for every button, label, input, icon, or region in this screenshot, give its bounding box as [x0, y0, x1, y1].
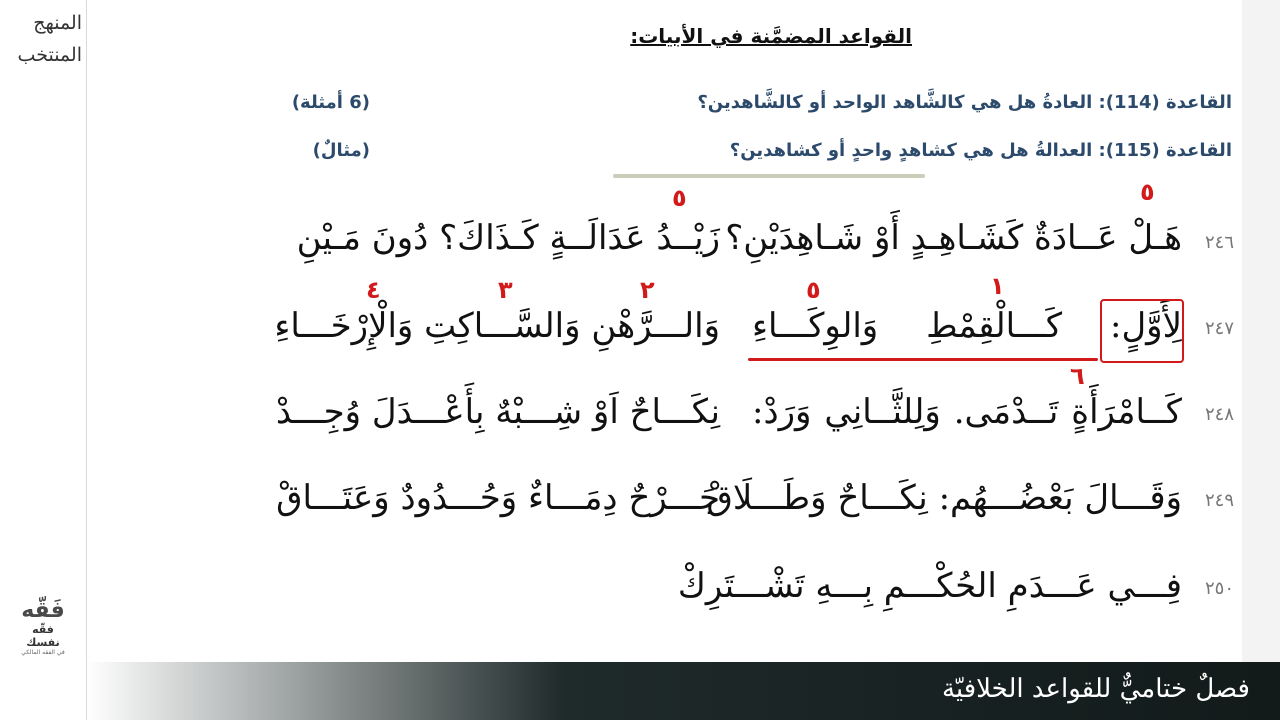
right-strip	[1242, 0, 1280, 720]
annotation-mark: ٥	[806, 276, 821, 304]
verse-left-hemistich: وَالـــرَّهْنِ وَالسَّـــاكِتِ وَالْإِرْخَـــاءِ	[274, 306, 720, 346]
verse-number: ٢٤٩	[1204, 490, 1234, 511]
annotation-mark: ٣	[498, 276, 513, 304]
divider	[613, 174, 925, 178]
verse-left-hemistich: زَيْــدُ عَدَالَــةٍ كَـذَاكَ؟ دُونَ مَـيْنِ	[296, 218, 720, 258]
verse-left-hemistich: جَـــرْحٌ دِمَـــاءٌ وَحُـــدُودٌ وَعَتَـــاقْ	[276, 478, 720, 518]
annotation-mark: ٦	[1070, 362, 1085, 390]
channel-logo	[14, 598, 72, 656]
logo-subtitle: في الفقه المالكي	[21, 649, 65, 656]
annotation-mark: ٥	[672, 184, 687, 212]
annotation-mark: ١	[990, 272, 1005, 300]
verse-number: ٢٤٨	[1204, 404, 1234, 425]
highlight-box	[1100, 299, 1184, 363]
slide-title: القواعد المضمَّنة في الأبيات:	[630, 24, 912, 48]
bottom-banner	[86, 662, 1280, 720]
rule-114-text: القاعدة (114): العادةُ هل هي كالشَّاهد الواحد أو كالشَّاهدين؟	[697, 92, 1232, 113]
highlight-underline	[748, 358, 1098, 361]
logo-glyph: فَقّه	[21, 598, 65, 623]
banner-title: فصلٌ ختاميٌّ للقواعد الخلافيّة	[941, 674, 1250, 704]
logo-name: فقّه نفسك	[26, 623, 60, 649]
rule-115-count: (مثالٌ)	[312, 140, 370, 161]
corner-label-line2: المنتخب	[17, 44, 82, 66]
corner-label-line1: المنهج	[33, 12, 82, 34]
verse-right-hemistich: وَقَـــالَ بَعْضُـــهُم: نِكَـــاحٌ وَطَـــلَاقْ	[706, 478, 1182, 518]
annotation-mark: ٤	[366, 276, 381, 304]
annotation-mark: ٢	[640, 276, 655, 304]
verse-right-hemistich: هَـلْ عَــادَةٌ كَشَـاهِـدٍ أَوْ شَـاهِدَيْنِ؟	[725, 218, 1182, 258]
verse-right-hemistich: فِـــي عَـــدَمِ الحُكْـــمِ بِـــهِ تَشْـــتَرِكْ	[677, 566, 1182, 606]
verse-right-hemistich: كَــامْرَأَةٍ تَــدْمَى. وَلِلثَّــانِي وَرَدْ:	[752, 392, 1182, 432]
verse-left-hemistich: نِكَـــاحٌ اَوْ شِـــبْهٌ بِأَعْـــدَلَ وُجِـــدْ	[275, 392, 720, 432]
annotation-mark: ٥	[1140, 178, 1155, 206]
verse-number: ٢٤٧	[1204, 318, 1234, 339]
verse-number: ٢٤٦	[1204, 232, 1234, 253]
verse-number: ٢٥٠	[1204, 578, 1234, 599]
verse-right-hemistich: لِأَوَّلٍ: كَـــالْقِمْطِ وَالوِكَـــاءِ	[752, 306, 1182, 346]
rule-115-text: القاعدة (115): العدالةُ هل هي كشاهدٍ واحدٍ أو كشاهدين؟	[729, 140, 1232, 161]
rule-114-count: (6 أمثلة)	[291, 92, 370, 113]
left-panel	[0, 0, 87, 720]
